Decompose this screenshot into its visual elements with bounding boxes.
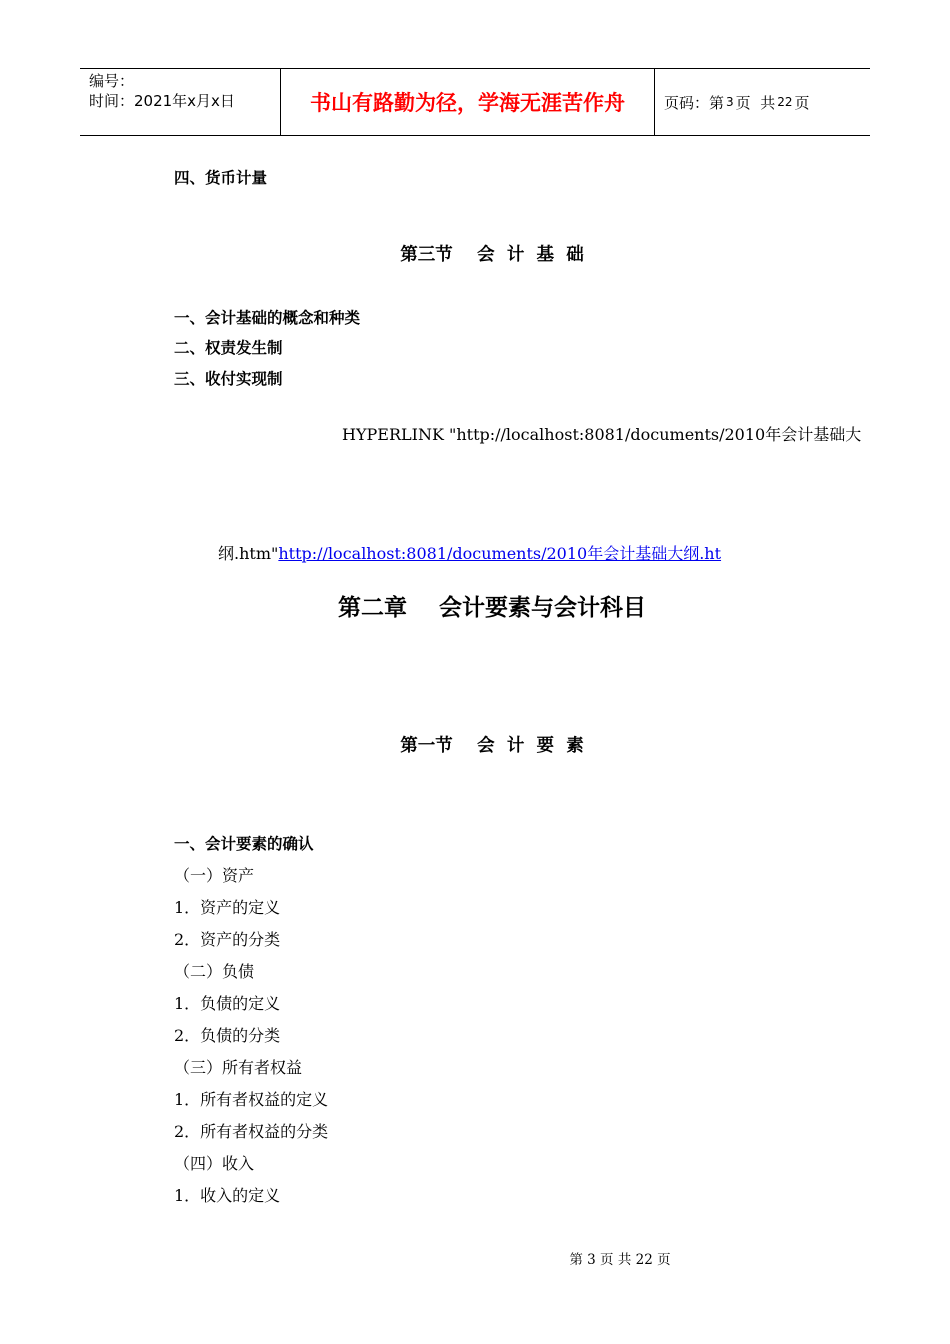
header-page-info (655, 69, 870, 135)
page-header (80, 68, 870, 136)
chapter-title: 第二章 会计要素与会计科目 (337, 595, 647, 621)
hyperlink-field-code: HYPERLINK "http://localhost:8081/documents/2010年会计基础大 (342, 425, 862, 444)
element-recognition-heading: 一、会计要素的确认 (174, 835, 314, 853)
element-item: （三）所有者权益 (174, 1058, 303, 1077)
element-item: （一）资产 (174, 866, 255, 885)
page-prefix: 页码：第 (664, 93, 725, 112)
basis-item-1: 一、会计基础的概念和种类 (174, 309, 361, 327)
hyperlink-line (218, 541, 721, 564)
element-item: 1．资产的定义 (174, 898, 281, 917)
basis-item-2: 二、权责发生制 (174, 339, 283, 357)
element-item: 1．所有者权益的定义 (174, 1090, 329, 1109)
basis-item-3: 三、收付实现制 (174, 370, 283, 388)
element-item: 2．负债的分类 (174, 1026, 281, 1045)
element-item: 1．负债的定义 (174, 994, 281, 1013)
section-title-accounting-basis: 第三节 会 计 基 础 (400, 245, 584, 265)
page-footer: 第 3 页 共 22 页 (569, 1252, 671, 1268)
element-item: 2．所有者权益的分类 (174, 1122, 329, 1141)
document-hyperlink[interactable]: http://localhost:8081/documents/2010年会计基础大纲.ht (278, 544, 722, 563)
element-item: 1．收入的定义 (174, 1186, 281, 1205)
page-suffix: 页 (794, 93, 810, 112)
element-item: （四）收入 (174, 1154, 255, 1173)
document-number-label: 编号： (89, 72, 135, 90)
element-item: （二）负债 (174, 962, 255, 981)
page-current: 3 (726, 95, 734, 109)
page-middle: 页 共 (735, 93, 776, 112)
item-currency-measurement: 四、货币计量 (174, 169, 268, 187)
header-left-cell (80, 69, 281, 135)
page-total: 22 (777, 95, 793, 109)
document-date: 时间：2021年x月x日 (89, 92, 235, 110)
header-motto: 书山有路勤为径，学海无涯苦作舟 (281, 69, 655, 135)
hyperlink-prefix: 纲.htm" (218, 544, 279, 563)
section-title-accounting-elements: 第一节 会 计 要 素 (400, 736, 584, 756)
element-item: 2．资产的分类 (174, 930, 281, 949)
